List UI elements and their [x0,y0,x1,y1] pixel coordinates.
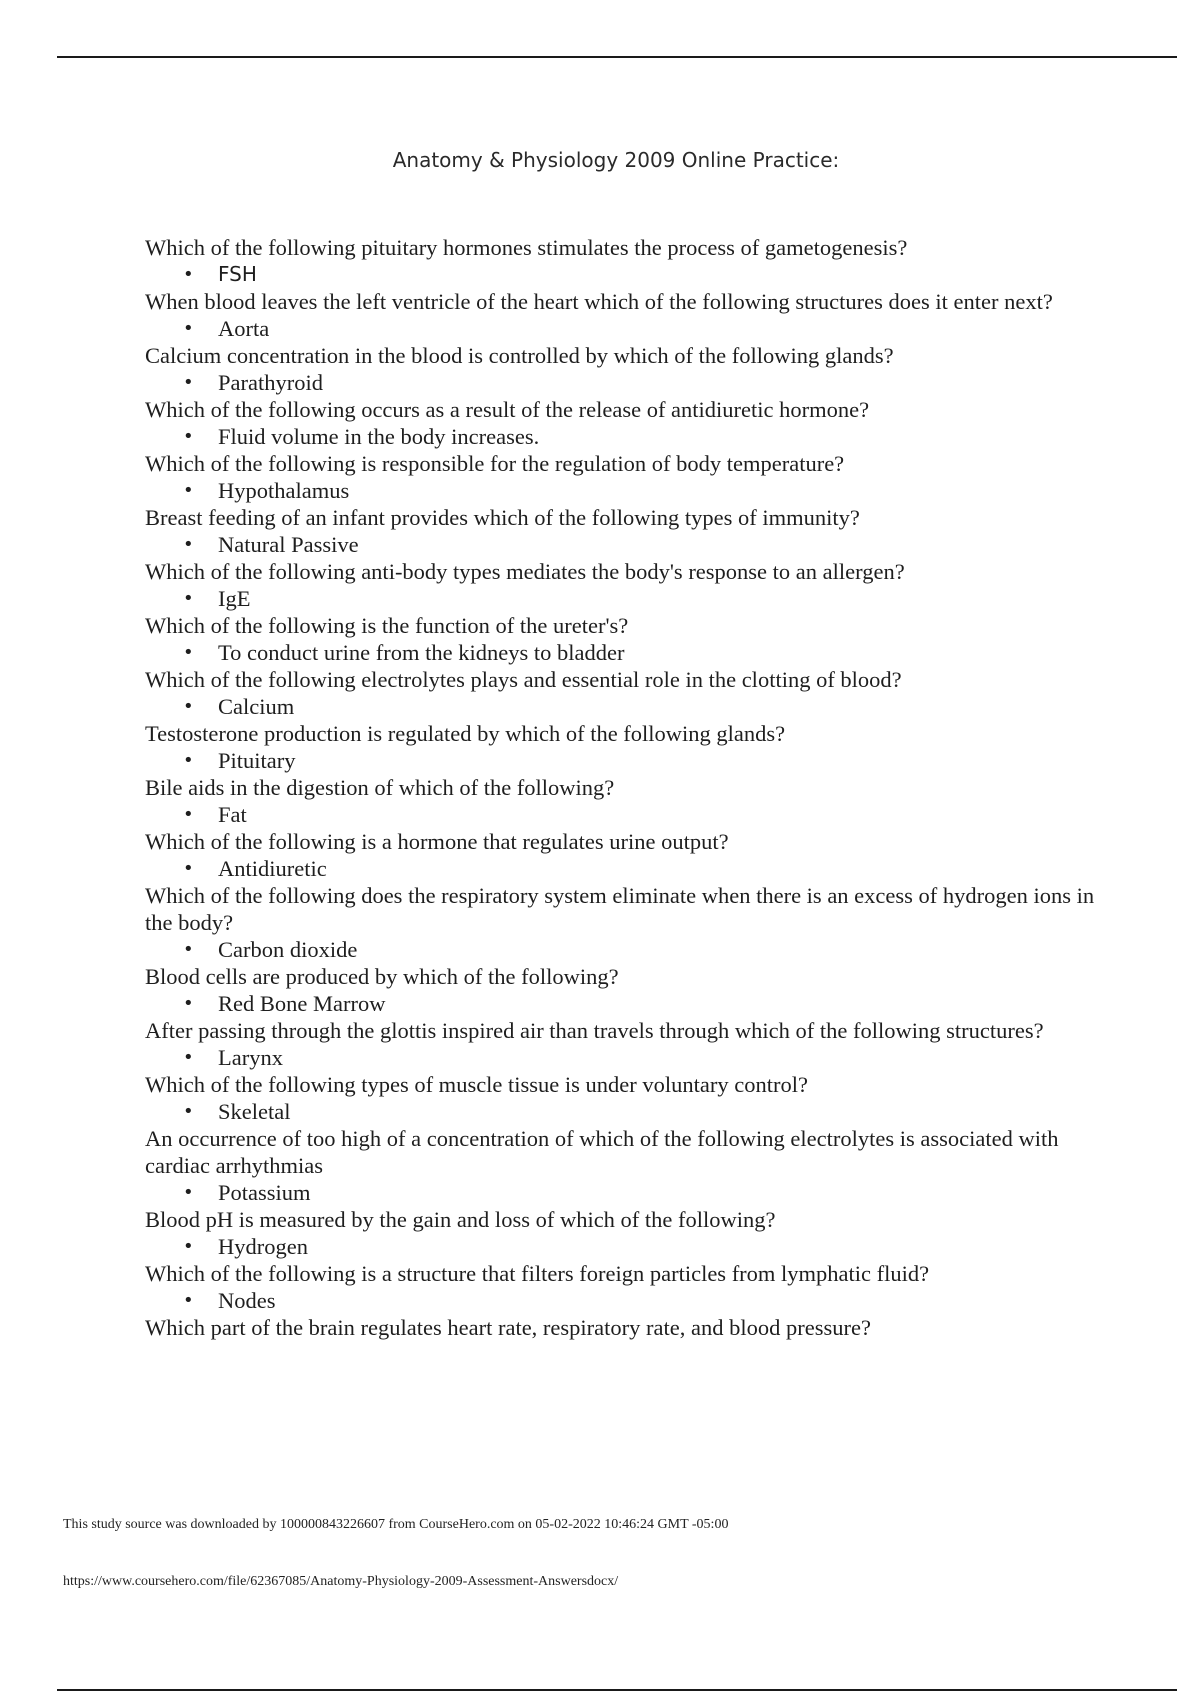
question: Which part of the brain regulates heart rate, respiratory rate, and blood pressure? [145,1315,871,1340]
answer: • Nodes [145,1287,1095,1314]
question: Bile aids in the digestion of which of the following? [145,775,615,800]
answer: • Pituitary [145,747,1095,774]
question: Which of the following occurs as a result of the release of antidiuretic hormone? [145,397,870,422]
question: Which of the following pituitary hormones stimulates the process of gametogenesis? [145,235,908,260]
question: Testosterone production is regulated by which of the following glands? [145,721,786,746]
answer: • Fat [145,801,1095,828]
question: Which of the following is responsible for the regulation of body temperature? [145,451,845,476]
question: Which of the following electrolytes plays and essential role in the clotting of blood? [145,667,902,692]
question: Breast feeding of an infant provides which of the following types of immunity? [145,505,860,530]
answer: • IgE [145,585,1095,612]
source-url: https://www.coursehero.com/file/62367085/Anatomy-Physiology-2009-Assessment-Answersdocx/ [63,1574,619,1589]
question: When blood leaves the left ventricle of the heart which of the following structures does it enter next? [145,289,1053,314]
answer: • Fluid volume in the body increases. [145,423,1095,450]
answer: • Potassium [145,1179,1095,1206]
answer: • Skeletal [145,1098,1095,1125]
question: After passing through the glottis inspired air than travels through which of the following structures? [145,1018,1044,1043]
answer: • Larynx [145,1044,1095,1071]
question: Blood pH is measured by the gain and loss of which of the following? [145,1207,776,1232]
answer: • Aorta [145,315,1095,342]
question: Which of the following is a hormone that regulates urine output? [145,829,729,854]
question: Which of the following does the respiratory system eliminate when there is an excess of hydrogen ions in the body? [145,883,1095,935]
answer: • Hypothalamus [145,477,1095,504]
question: Which of the following is a structure that filters foreign particles from lymphatic fluid? [145,1261,930,1286]
answer: • Parathyroid [145,369,1095,396]
top-rule [57,56,1177,58]
answer: • Natural Passive [145,531,1095,558]
question: Which of the following types of muscle tissue is under voluntary control? [145,1072,808,1097]
question: Which of the following anti-body types mediates the body's response to an allergen? [145,559,905,584]
answer: • FSH [145,261,1095,288]
answer: • To conduct urine from the kidneys to bladder [145,639,1095,666]
answer: • Carbon dioxide [145,936,1095,963]
bottom-rule [57,1689,1177,1691]
question: An occurrence of too high of a concentration of which of the following electrolytes is associated with cardiac arrhythmias [145,1126,1059,1178]
question: Which of the following is the function of the ureter's? [145,613,629,638]
answer: • Hydrogen [145,1233,1095,1260]
answer: • Antidiuretic [145,855,1095,882]
document-title: Anatomy & Physiology 2009 Online Practice: [392,148,840,172]
answer: • Calcium [145,693,1095,720]
question-list [145,234,1095,1341]
download-notice: This study source was downloaded by 100000843226607 from CourseHero.com on 05-02-2022 10:46:24 GMT -05:00 [63,1517,729,1532]
question: Blood cells are produced by which of the following? [145,964,619,989]
answer: • Red Bone Marrow [145,990,1095,1017]
question: Calcium concentration in the blood is controlled by which of the following glands? [145,343,894,368]
